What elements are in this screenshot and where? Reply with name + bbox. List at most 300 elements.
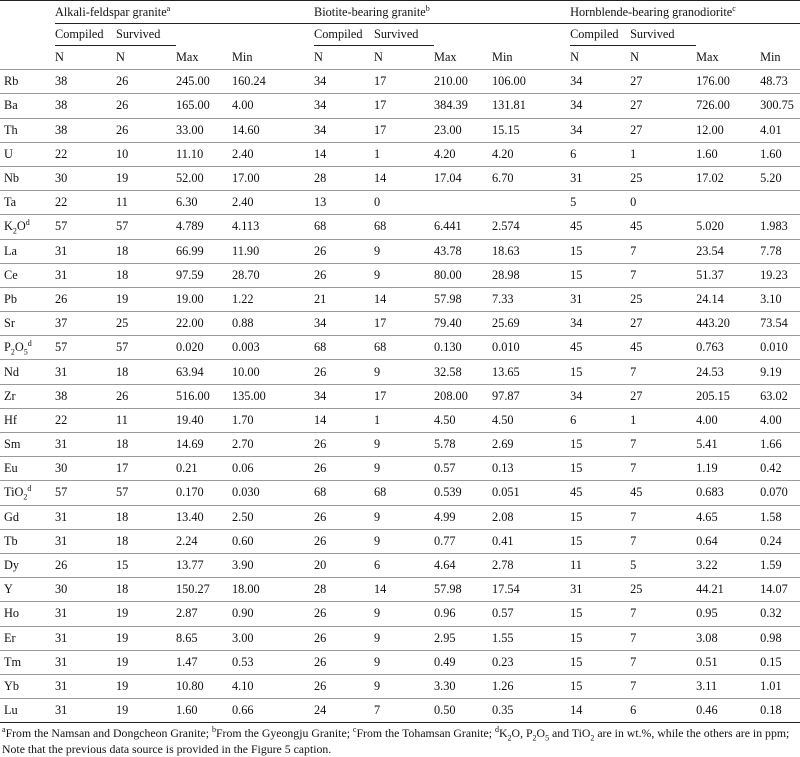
table-cell: 13.65 — [492, 360, 570, 384]
table-cell: 9 — [374, 626, 434, 650]
table-cell: 1.60 — [696, 142, 760, 166]
table-cell: 15 — [116, 553, 176, 577]
table-cell: 17 — [374, 70, 434, 94]
table-cell: 7 — [630, 457, 696, 481]
table-cell: 25 — [116, 312, 176, 336]
table-cell: 4.20 — [492, 142, 570, 166]
group-header-alkali: Alkali-feldspar granite$^a$ — [55, 1, 314, 24]
table-cell: 17 — [374, 312, 434, 336]
col-header: N — [314, 46, 374, 70]
table-cell: 1 — [630, 142, 696, 166]
table-cell: 19.23 — [760, 263, 800, 287]
table-cell: 6.30 — [176, 191, 232, 215]
table-cell: 19.00 — [176, 287, 232, 311]
table-cell: 27 — [630, 384, 696, 408]
table-cell: 0.21 — [176, 457, 232, 481]
table-cell: 3.10 — [760, 287, 800, 311]
table-cell: 26 — [55, 553, 116, 577]
table-cell: 7 — [374, 699, 434, 723]
table-cell: 32.58 — [434, 360, 492, 384]
table-cell — [434, 191, 492, 215]
table-cell: 15 — [570, 650, 630, 674]
table-cell — [760, 191, 800, 215]
table-cell: 31 — [570, 166, 630, 190]
element-label: Ho — [0, 602, 55, 626]
table-row — [0, 408, 800, 432]
table-cell: 18 — [116, 360, 176, 384]
element-label: Th — [0, 118, 55, 142]
table-cell: 15 — [570, 360, 630, 384]
table-cell: 43.78 — [434, 239, 492, 263]
table-cell: 24 — [314, 699, 374, 723]
table-cell: 9 — [374, 505, 434, 529]
table-cell: 10.00 — [232, 360, 314, 384]
table-cell: 15 — [570, 263, 630, 287]
table-cell: 38 — [55, 118, 116, 142]
table-row — [0, 553, 800, 577]
table-cell: 0.130 — [434, 336, 492, 360]
table-cell: 17 — [374, 384, 434, 408]
table-cell: 9.19 — [760, 360, 800, 384]
table-cell: 0.41 — [492, 529, 570, 553]
table-cell: 26 — [314, 505, 374, 529]
table-cell: 0.42 — [760, 457, 800, 481]
table-cell: 0.020 — [176, 336, 232, 360]
table-cell: 57 — [55, 215, 116, 239]
table-cell: 2.50 — [232, 505, 314, 529]
table-cell: 17.02 — [696, 166, 760, 190]
table-cell: 68 — [374, 336, 434, 360]
table-cell: 1.58 — [760, 505, 800, 529]
table-cell: 25.69 — [492, 312, 570, 336]
table-cell: 31 — [55, 650, 116, 674]
table-cell: 0.90 — [232, 602, 314, 626]
table-cell: 6 — [630, 699, 696, 723]
table-cell: 26 — [314, 239, 374, 263]
table-cell: 0.003 — [232, 336, 314, 360]
element-label: Sr — [0, 312, 55, 336]
table-cell: 210.00 — [434, 70, 492, 94]
table-cell: 37 — [55, 312, 116, 336]
table-cell: 4.00 — [232, 94, 314, 118]
table-cell: 22 — [55, 142, 116, 166]
table-row — [0, 384, 800, 408]
table-cell: 15 — [570, 505, 630, 529]
group-header-biotite: Biotite-bearing granite$^b$ — [314, 1, 570, 24]
table-cell: 150.27 — [176, 578, 232, 602]
table-cell: 14 — [374, 287, 434, 311]
table-row — [0, 650, 800, 674]
element-label: Nd — [0, 360, 55, 384]
table-cell: 9 — [374, 602, 434, 626]
table-cell: 57 — [116, 215, 176, 239]
table-cell: 11 — [116, 191, 176, 215]
table-cell: 7 — [630, 263, 696, 287]
table-cell: 5.20 — [760, 166, 800, 190]
table-row — [0, 70, 800, 94]
table-cell: 15 — [570, 433, 630, 457]
element-label: Lu — [0, 699, 55, 723]
subheader-row — [0, 24, 800, 46]
element-label: $P_2O_5^d$ — [0, 336, 55, 360]
table-cell: 97.59 — [176, 263, 232, 287]
table-cell: 1.19 — [696, 457, 760, 481]
table-cell: 4.01 — [760, 118, 800, 142]
table-cell: 15 — [570, 457, 630, 481]
table-cell: 57 — [55, 336, 116, 360]
table-cell: 131.81 — [492, 94, 570, 118]
table-cell: 1.55 — [492, 626, 570, 650]
table-cell: 0.66 — [232, 699, 314, 723]
table-cell: 14.60 — [232, 118, 314, 142]
table-cell: 31 — [55, 674, 116, 698]
table-cell: 19 — [116, 650, 176, 674]
table-cell: 15 — [570, 626, 630, 650]
table-cell: 0.88 — [232, 312, 314, 336]
table-cell: 1 — [374, 142, 434, 166]
table-cell: 31 — [55, 626, 116, 650]
table-cell: 4.50 — [434, 408, 492, 432]
table-cell: 19 — [116, 699, 176, 723]
table-cell: 12.00 — [696, 118, 760, 142]
table-cell: 34 — [570, 94, 630, 118]
table-cell: 0.46 — [696, 699, 760, 723]
table-cell: 0.15 — [760, 650, 800, 674]
table-cell: 516.00 — [176, 384, 232, 408]
table-cell: 63.02 — [760, 384, 800, 408]
table-cell: 9 — [374, 529, 434, 553]
table-cell: 57 — [116, 336, 176, 360]
col-header: Max — [434, 46, 492, 70]
column-header-row — [0, 46, 800, 70]
table-cell: 26 — [314, 626, 374, 650]
table-cell: 165.00 — [176, 94, 232, 118]
table-cell: 19 — [116, 602, 176, 626]
table-cell: 33.00 — [176, 118, 232, 142]
table-cell: 23.00 — [434, 118, 492, 142]
survived-label: Survived — [630, 24, 696, 46]
col-header: Max — [176, 46, 232, 70]
table-cell: 2.87 — [176, 602, 232, 626]
table-cell: 18 — [116, 433, 176, 457]
table-cell: 18 — [116, 505, 176, 529]
table-cell: 135.00 — [232, 384, 314, 408]
table-cell: 19.40 — [176, 408, 232, 432]
table-cell: 27 — [630, 94, 696, 118]
table-cell — [696, 191, 760, 215]
element-label: Nb — [0, 166, 55, 190]
table-cell: 22 — [55, 191, 116, 215]
table-cell: 31 — [55, 505, 116, 529]
table-cell: 57 — [116, 481, 176, 505]
table-cell: 31 — [570, 578, 630, 602]
table-cell: 45 — [630, 215, 696, 239]
table-cell: 4.00 — [760, 408, 800, 432]
table-cell: 0.683 — [696, 481, 760, 505]
table-cell: 9 — [374, 433, 434, 457]
table-cell: 31 — [55, 263, 116, 287]
table-cell: 19 — [116, 166, 176, 190]
table-cell: 28 — [314, 578, 374, 602]
table-cell: 73.54 — [760, 312, 800, 336]
element-label: Zr — [0, 384, 55, 408]
table-cell: 80.00 — [434, 263, 492, 287]
table-cell: 34 — [314, 70, 374, 94]
table-cell: 4.20 — [434, 142, 492, 166]
table-cell: 17.04 — [434, 166, 492, 190]
table-cell: 4.789 — [176, 215, 232, 239]
table-cell: 19 — [116, 674, 176, 698]
table-cell: 26 — [314, 360, 374, 384]
table-cell: 1.59 — [760, 553, 800, 577]
table-cell: 31 — [55, 699, 116, 723]
table-cell: 18.63 — [492, 239, 570, 263]
table-cell: 26 — [314, 529, 374, 553]
table-cell: 9 — [374, 360, 434, 384]
table-cell: 14 — [314, 408, 374, 432]
table-cell: 4.10 — [232, 674, 314, 698]
table-cell: 25 — [630, 166, 696, 190]
table-cell: 0.60 — [232, 529, 314, 553]
table-cell: 25 — [630, 287, 696, 311]
table-row — [0, 626, 800, 650]
element-label: U — [0, 142, 55, 166]
table-cell: 31 — [55, 602, 116, 626]
table-cell: 1 — [630, 408, 696, 432]
table-cell: 68 — [314, 481, 374, 505]
table-cell: 38 — [55, 94, 116, 118]
table-row — [0, 94, 800, 118]
col-header: N — [374, 46, 434, 70]
table-cell: 26 — [116, 384, 176, 408]
table-cell: 4.99 — [434, 505, 492, 529]
table-cell: 14 — [374, 578, 434, 602]
table-cell: 45 — [570, 481, 630, 505]
table-cell: 4.65 — [696, 505, 760, 529]
table-cell: 0.49 — [434, 650, 492, 674]
table-cell: 68 — [374, 481, 434, 505]
table-cell: 17 — [374, 118, 434, 142]
table-cell: 45 — [570, 215, 630, 239]
table-cell: 0 — [374, 191, 434, 215]
table-cell: 45 — [630, 481, 696, 505]
element-label: Gd — [0, 505, 55, 529]
element-label: Tb — [0, 529, 55, 553]
col-header: Max — [696, 46, 760, 70]
table-cell: 44.21 — [696, 578, 760, 602]
table-cell: 5 — [570, 191, 630, 215]
table-cell: 0.57 — [434, 457, 492, 481]
table-cell: 0.57 — [492, 602, 570, 626]
table-cell: 245.00 — [176, 70, 232, 94]
table-cell: 30 — [55, 578, 116, 602]
table-cell: 34 — [570, 70, 630, 94]
table-cell: 726.00 — [696, 94, 760, 118]
element-label: Ba — [0, 94, 55, 118]
table-cell: 0.18 — [760, 699, 800, 723]
table-cell: 0.070 — [760, 481, 800, 505]
table-cell: 0.24 — [760, 529, 800, 553]
table-cell: 1.47 — [176, 650, 232, 674]
table-cell: 34 — [314, 94, 374, 118]
table-cell: 17.00 — [232, 166, 314, 190]
table-cell: 4.00 — [696, 408, 760, 432]
table-cell — [492, 191, 570, 215]
table-cell: 0.539 — [434, 481, 492, 505]
table-cell: 34 — [314, 384, 374, 408]
table-row — [0, 191, 800, 215]
table-row — [0, 505, 800, 529]
table-row — [0, 529, 800, 553]
table-cell: 17 — [374, 94, 434, 118]
table-row — [0, 287, 800, 311]
table-cell: 18 — [116, 263, 176, 287]
table-cell: 68 — [314, 336, 374, 360]
table-cell: 15 — [570, 239, 630, 263]
table-cell: 17 — [116, 457, 176, 481]
table-cell: 11.90 — [232, 239, 314, 263]
table-row — [0, 602, 800, 626]
table-cell: 57 — [55, 481, 116, 505]
table-cell: 4.113 — [232, 215, 314, 239]
element-label: Ta — [0, 191, 55, 215]
table-cell: 18 — [116, 529, 176, 553]
col-header: N — [570, 46, 630, 70]
table-cell: 0.13 — [492, 457, 570, 481]
table-cell: 0.010 — [492, 336, 570, 360]
compiled-label: Compiled — [570, 24, 630, 46]
table-row — [0, 578, 800, 602]
table-cell: 6 — [570, 408, 630, 432]
group-header-row — [0, 1, 800, 24]
table-cell: 0.030 — [232, 481, 314, 505]
table-cell: 7.33 — [492, 287, 570, 311]
table-cell: 176.00 — [696, 70, 760, 94]
col-header: N — [116, 46, 176, 70]
table-cell: 68 — [314, 215, 374, 239]
table-cell: 51.37 — [696, 263, 760, 287]
table-cell: 4.50 — [492, 408, 570, 432]
table-cell: 18 — [116, 578, 176, 602]
table-cell: 7 — [630, 602, 696, 626]
table-cell: 20 — [314, 553, 374, 577]
table-cell: 45 — [570, 336, 630, 360]
table-cell: 7 — [630, 360, 696, 384]
table-cell: 22 — [55, 408, 116, 432]
table-cell: 18.00 — [232, 578, 314, 602]
table-cell: 27 — [630, 70, 696, 94]
table-cell: 106.00 — [492, 70, 570, 94]
table-cell: 66.99 — [176, 239, 232, 263]
table-cell: 2.40 — [232, 191, 314, 215]
table-cell: 15.15 — [492, 118, 570, 142]
table-cell: 6.70 — [492, 166, 570, 190]
table-cell: 11.10 — [176, 142, 232, 166]
table-cell: 3.30 — [434, 674, 492, 698]
table-cell: 26 — [314, 457, 374, 481]
table-cell: 34 — [570, 384, 630, 408]
table-cell: 26 — [314, 433, 374, 457]
table-cell: 57.98 — [434, 578, 492, 602]
table-cell: 0.51 — [696, 650, 760, 674]
element-label: Pb — [0, 287, 55, 311]
compiled-label: Compiled — [55, 24, 116, 46]
element-label: $K_2O^d$ — [0, 215, 55, 239]
table-cell: 31 — [55, 360, 116, 384]
table-cell: 26 — [314, 263, 374, 287]
table-cell: 1.01 — [760, 674, 800, 698]
table-cell: 24.53 — [696, 360, 760, 384]
table-cell: 4.64 — [434, 553, 492, 577]
table-cell: 7 — [630, 433, 696, 457]
table-cell: 7 — [630, 626, 696, 650]
table-cell: 14.69 — [176, 433, 232, 457]
table-row — [0, 674, 800, 698]
table-cell: 25 — [630, 578, 696, 602]
element-label: Eu — [0, 457, 55, 481]
table-cell: 24.14 — [696, 287, 760, 311]
table-cell: 6 — [374, 553, 434, 577]
table-cell: 38 — [55, 384, 116, 408]
table-cell: 5.020 — [696, 215, 760, 239]
element-label: TiO$_2^d$ — [0, 481, 55, 505]
table-cell: 300.75 — [760, 94, 800, 118]
table-cell: 28 — [314, 166, 374, 190]
table-cell: 0.010 — [760, 336, 800, 360]
table-cell: 17.54 — [492, 578, 570, 602]
table-cell: 26 — [314, 650, 374, 674]
table-cell: 6.441 — [434, 215, 492, 239]
table-cell: 0.170 — [176, 481, 232, 505]
group-header-hornblende: Hornblende-bearing granodiorite$^c$ — [570, 1, 800, 24]
table-cell: 30 — [55, 166, 116, 190]
table-row — [0, 263, 800, 287]
table-cell: 3.90 — [232, 553, 314, 577]
compiled-label: Compiled — [314, 24, 374, 46]
table-body — [0, 70, 800, 723]
table-cell: 1.60 — [176, 699, 232, 723]
table-cell: 14 — [570, 699, 630, 723]
table-row — [0, 312, 800, 336]
table-cell: 45 — [630, 336, 696, 360]
table-cell: 1.70 — [232, 408, 314, 432]
table-cell: 3.00 — [232, 626, 314, 650]
table-cell: 38 — [55, 70, 116, 94]
table-cell: 443.20 — [696, 312, 760, 336]
table-cell: 7.78 — [760, 239, 800, 263]
table-row — [0, 215, 800, 239]
table-cell: 384.39 — [434, 94, 492, 118]
table-cell: 0.64 — [696, 529, 760, 553]
table-cell: 10 — [116, 142, 176, 166]
table-cell: 1 — [374, 408, 434, 432]
table-cell: 0.763 — [696, 336, 760, 360]
table-cell: 57.98 — [434, 287, 492, 311]
table-row — [0, 239, 800, 263]
table-cell: 2.08 — [492, 505, 570, 529]
table-row — [0, 142, 800, 166]
table-cell: 0.23 — [492, 650, 570, 674]
table-cell: 22.00 — [176, 312, 232, 336]
table-cell: 0.35 — [492, 699, 570, 723]
table-cell: 160.24 — [232, 70, 314, 94]
table-cell: 26 — [314, 674, 374, 698]
table-cell: 0.53 — [232, 650, 314, 674]
table-cell: 2.70 — [232, 433, 314, 457]
element-label: Dy — [0, 553, 55, 577]
table-row — [0, 118, 800, 142]
col-header: N — [55, 46, 116, 70]
